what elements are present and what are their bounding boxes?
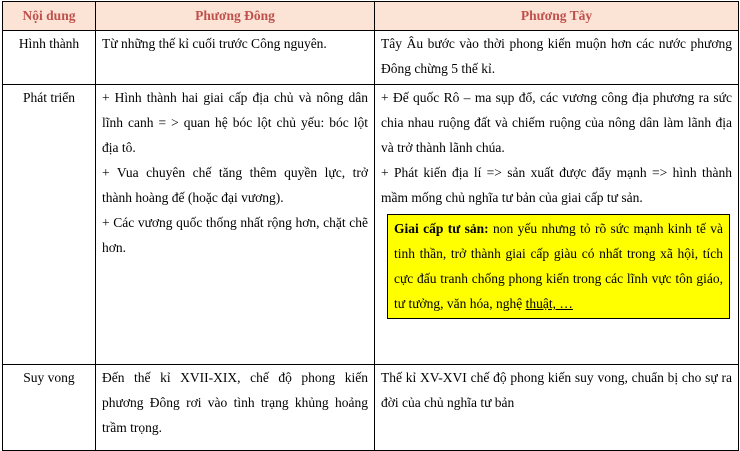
highlight-text: non yếu nhưng tỏ rõ sức mạnh kinh tế và tinh thần, trở thành giai cấp giàu có nhất trong xã hội, tích cực đấu tranh chống phong kiến trong các lĩnh vực tôn giáo, tư tưởng, văn hóa, nghệ [394, 221, 723, 311]
header-west: Phương Tây [375, 2, 739, 31]
cell-text: Thế kỉ XV-XVI chế độ phong kiến suy vong, chuẩn bị cho sự ra đời của chủ nghĩa tư bản [381, 370, 732, 410]
cell-text: + Các vương quốc thống nhất rộng hơn, chặt chẽ hơn. [102, 215, 368, 255]
row-label-development: Phát triển [3, 85, 96, 365]
cell-east-development [96, 85, 375, 365]
row-formation [3, 31, 739, 85]
row-label-formation: Hình thành [3, 31, 96, 85]
cell-text: + Phát kiến địa lí => sản xuất được đẩy mạnh => hình thành mầm mống chủ nghĩa tư bản của giai cấp tư sản. [381, 165, 732, 205]
header-content: Nội dung [3, 2, 96, 31]
header-row [3, 2, 739, 31]
cell-text: + Đế quốc Rô – ma sụp đổ, các vương công địa phương ra sức chia nhau ruộng đất và chiếm ruộng của nông dân làm lãnh địa và trở thành lãnh chúa. [381, 90, 732, 155]
header-east: Phương Đông [96, 2, 375, 31]
highlight-bold-label: Giai cấp tư sản: [394, 221, 489, 236]
cell-east-decline [96, 365, 375, 451]
cell-east-formation [96, 31, 375, 85]
row-label-decline: Suy vong [3, 365, 96, 451]
bourgeoisie-highlight-box [387, 214, 730, 319]
cell-text: + Vua chuyên chế tăng thêm quyền lực, trở thành hoàng đế (hoặc đại vương). [102, 165, 368, 205]
cell-text: Từ những thế kỉ cuối trước Công nguyên. [102, 36, 327, 51]
cell-text: Đến thế kỉ XVII-XIX, chế độ phong kiến phương Đông rơi vào tình trạng khủng hoảng trầm trọng. [102, 370, 368, 435]
highlight-tail: thuật, … [525, 296, 573, 311]
cell-west-decline [375, 365, 739, 451]
cell-west-development [375, 85, 739, 365]
comparison-table [2, 1, 739, 451]
cell-west-formation [375, 31, 739, 85]
row-decline [3, 365, 739, 451]
cell-text: Tây Âu bước vào thời phong kiến muộn hơn các nước phương Đông chừng 5 thế kỉ. [381, 36, 732, 76]
row-development [3, 85, 739, 365]
cell-text: + Hình thành hai giai cấp địa chủ và nông dân lĩnh canh = > quan hệ bóc lột chủ yếu: bóc lột địa tô. [102, 90, 368, 155]
